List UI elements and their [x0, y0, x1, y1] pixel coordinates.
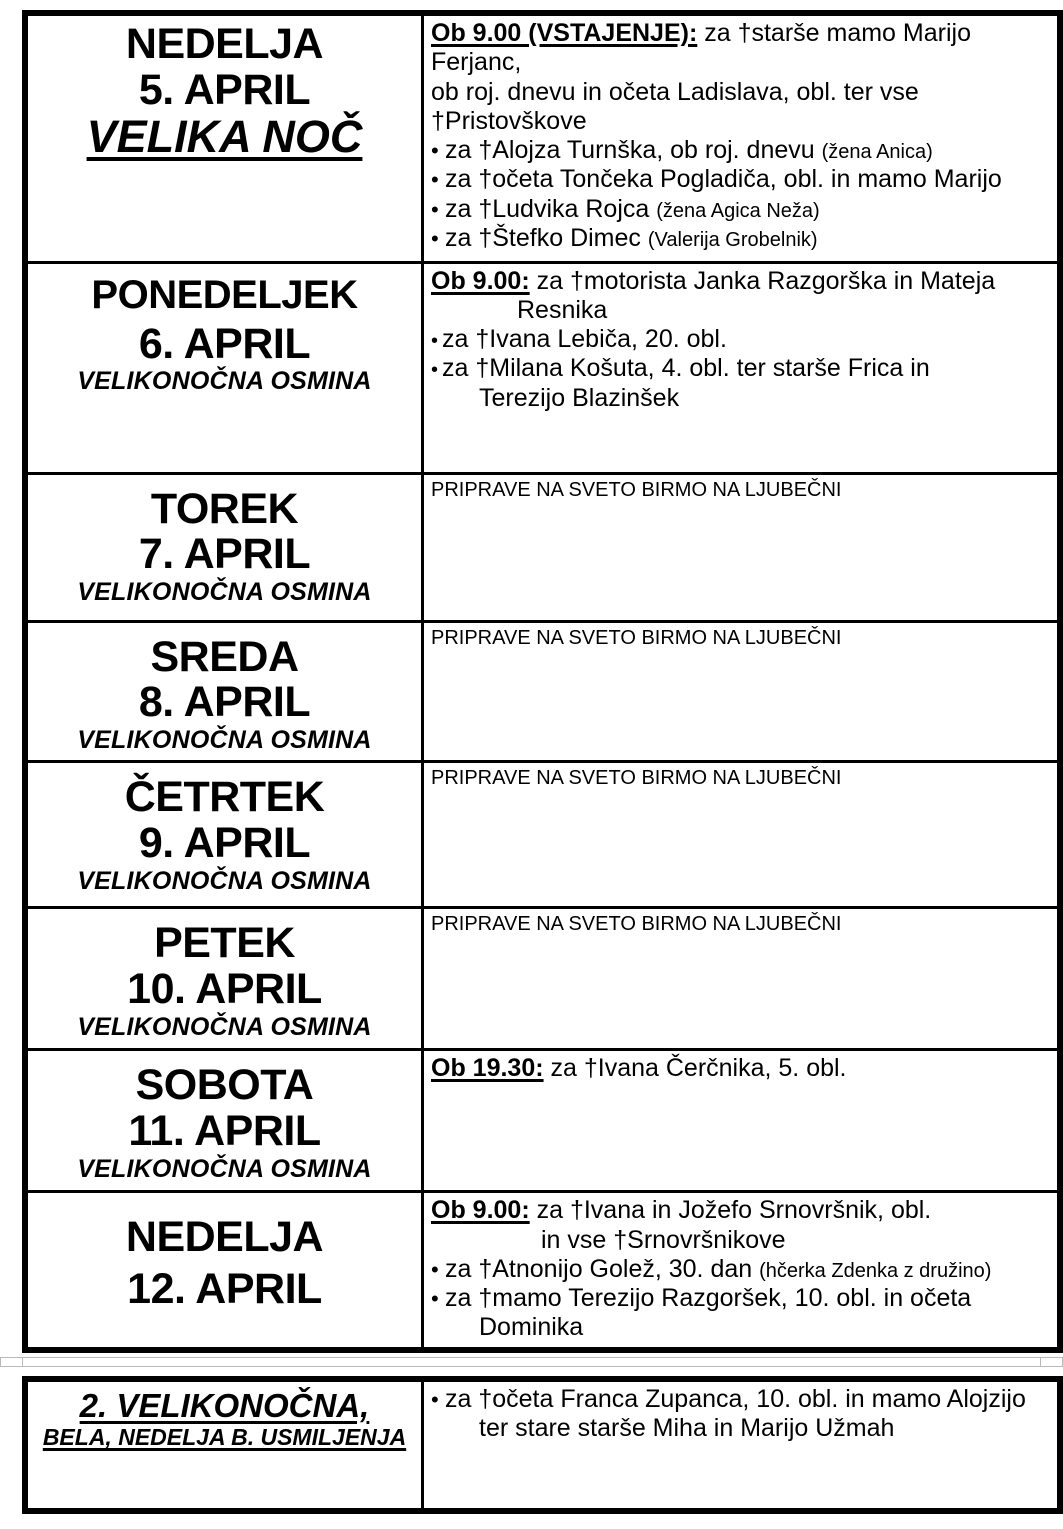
bullet-main-0-2: za †Ludvika Rojca [445, 194, 650, 223]
continuation-notes-cell [423, 1379, 1061, 1511]
day-cell-2 [25, 473, 423, 621]
notes-intro-text-7: za †Ivana in Jožefo Srnovršnik, obl. [529, 1196, 932, 1225]
day-name-5: PETEK [154, 919, 295, 968]
day-feast-5: VELIKONOČNA OSMINA [77, 1012, 372, 1041]
bullet-paren-0-3: (Valerija Grobelnik) [647, 228, 818, 251]
bullet-main-0-3: za †Štefko Dimec [445, 223, 641, 252]
continuation-title: 2. VELIKONOČNA, [79, 1387, 370, 1424]
table-row [25, 1379, 1060, 1511]
notes-intro-0 [431, 19, 1052, 78]
day-date-7: 12. APRIL [127, 1264, 322, 1313]
table-row [25, 1192, 1060, 1350]
notes-cell-0 [423, 13, 1061, 262]
day-name-3: SREDA [150, 632, 299, 681]
list-item [431, 195, 1052, 224]
day-cell-7 [25, 1192, 423, 1350]
mass-schedule-table [22, 10, 1063, 1353]
continuation-day-cell [25, 1379, 423, 1511]
table-row [25, 473, 1060, 621]
continuation-bullet-main: za †očeta Franca Zupanca, 10. obl. in mamo Alojzijo [445, 1385, 1026, 1413]
day-cell-5 [25, 908, 423, 1050]
notes-continuation-1: Terezijo Blazinšek [479, 383, 680, 412]
day-date-1: 6. APRIL [138, 319, 311, 368]
table-row [25, 262, 1060, 473]
table-row [25, 13, 1060, 262]
notes-plain-3: PRIPRAVE NA SVETO BIRMO NA LJUBEČNI [431, 626, 842, 649]
day-cell-4 [25, 762, 423, 908]
list-item [431, 224, 1052, 253]
bullet-main-0-0: za †Alojza Turnška, ob roj. dnevu [445, 136, 815, 164]
table-row [25, 908, 1060, 1050]
day-date-0: 5. APRIL [138, 65, 311, 114]
table-row [25, 762, 1060, 908]
notes-plain-4: PRIPRAVE NA SVETO BIRMO NA LJUBEČNI [431, 767, 842, 790]
bullet-paren-0-2: (žena Agica Neža) [656, 199, 820, 222]
notes-cell-3 [423, 621, 1061, 762]
bullet-paren-0-0: (žena Anica) [821, 141, 933, 163]
table-row [25, 621, 1060, 762]
time-label-6: Ob 19.30: [431, 1054, 544, 1083]
notes-line2-7: in vse †Srnovršnikove [541, 1225, 786, 1254]
list-item [431, 165, 1052, 194]
time-label-7: Ob 9.00: [431, 1196, 530, 1225]
day-date-3: 8. APRIL [138, 678, 311, 727]
notes-line2-1: Resnika [517, 295, 608, 324]
notes-cell-2 [423, 473, 1061, 621]
day-date-5: 10. APRIL [127, 964, 322, 1013]
continuation-subtitle: BELA, NEDELJA B. USMILJENJA [42, 1424, 407, 1451]
day-feast-1: VELIKONOČNA OSMINA [77, 367, 372, 396]
day-name-0: NEDELJA [125, 20, 324, 68]
bullet-main-7-1: za †mamo Terezijo Razgoršek, 10. obl. in očeta [445, 1284, 972, 1313]
day-feast-0: VELIKA NOČ [86, 111, 363, 163]
notes-intro-6 [431, 1054, 1052, 1083]
day-name-7: NEDELJA [125, 1213, 324, 1262]
day-cell-6 [25, 1050, 423, 1192]
list-item [431, 354, 1052, 383]
time-label-1: Ob 9.00: [431, 266, 530, 295]
day-cell-0 [25, 13, 423, 262]
bullet-main-0-1: za †očeta Tončeka Pogladiča, obl. in mamo Marijo [445, 165, 1002, 194]
table-row [25, 1050, 1060, 1192]
day-name-6: SOBOTA [135, 1061, 314, 1110]
list-item [431, 1385, 1052, 1414]
bullet-main-7-0: za †Atnonijo Golež, 30. dan [445, 1254, 753, 1283]
notes-cell-1 [423, 262, 1061, 473]
bullet-main-1-0: za †Ivana Lebiča, 20. obl. [442, 325, 727, 353]
continuation-table [22, 1376, 1063, 1514]
notes-plain-2: PRIPRAVE NA SVETO BIRMO NA LJUBEČNI [431, 478, 842, 501]
continuation-bullet-continuation: ter stare starše Miha in Marijo Užmah [479, 1414, 895, 1443]
notes-intro-1 [431, 267, 1052, 296]
notes-intro-text-1: za †motorista Janka Razgorška in Mateja [529, 266, 996, 295]
day-date-4: 9. APRIL [138, 818, 311, 867]
notes-cell-6 [423, 1050, 1061, 1192]
bullet-paren-7-0: (hčerka Zdenka z družino) [759, 1259, 992, 1282]
day-name-4: ČETRTEK [124, 773, 325, 822]
list-item [431, 1284, 1052, 1313]
day-feast-3: VELIKONOČNA OSMINA [77, 725, 372, 754]
day-cell-3 [25, 621, 423, 762]
list-item [431, 1255, 1052, 1284]
list-item [431, 325, 1052, 354]
notes-intro-text-0: za †starše mamo Marijo Ferjanc, [431, 19, 971, 77]
time-label-0: Ob 9.00 (VSTAJENJE): [431, 19, 698, 47]
day-feast-2: VELIKONOČNA OSMINA [77, 577, 372, 606]
day-date-6: 11. APRIL [128, 1106, 321, 1155]
bullet-main-1-1: za †Milana Košuta, 4. obl. ter starše Frica in [442, 354, 930, 383]
notes-cell-5 [423, 908, 1061, 1050]
day-name-2: TOREK [150, 484, 299, 533]
notes-intro-text-6: za †Ivana Čerčnika, 5. obl. [543, 1054, 847, 1083]
notes-plain-5: PRIPRAVE NA SVETO BIRMO NA LJUBEČNI [431, 913, 842, 936]
day-feast-4: VELIKONOČNA OSMINA [77, 866, 372, 895]
notes-line2-0: ob roj. dnevu in očeta Ladislava, obl. ter vse †Pristovškove [431, 77, 919, 135]
notes-cell-4 [423, 762, 1061, 908]
notes-cell-7 [423, 1192, 1061, 1350]
list-item [431, 136, 1052, 165]
page-break-separator [0, 1357, 1063, 1367]
notes-continuation-7: Dominika [479, 1313, 584, 1342]
day-name-1: PONEDELJEK [91, 272, 358, 317]
day-date-2: 7. APRIL [138, 530, 311, 579]
day-cell-1 [25, 262, 423, 473]
notes-intro-7 [431, 1196, 1052, 1225]
day-feast-6: VELIKONOČNA OSMINA [77, 1154, 372, 1183]
